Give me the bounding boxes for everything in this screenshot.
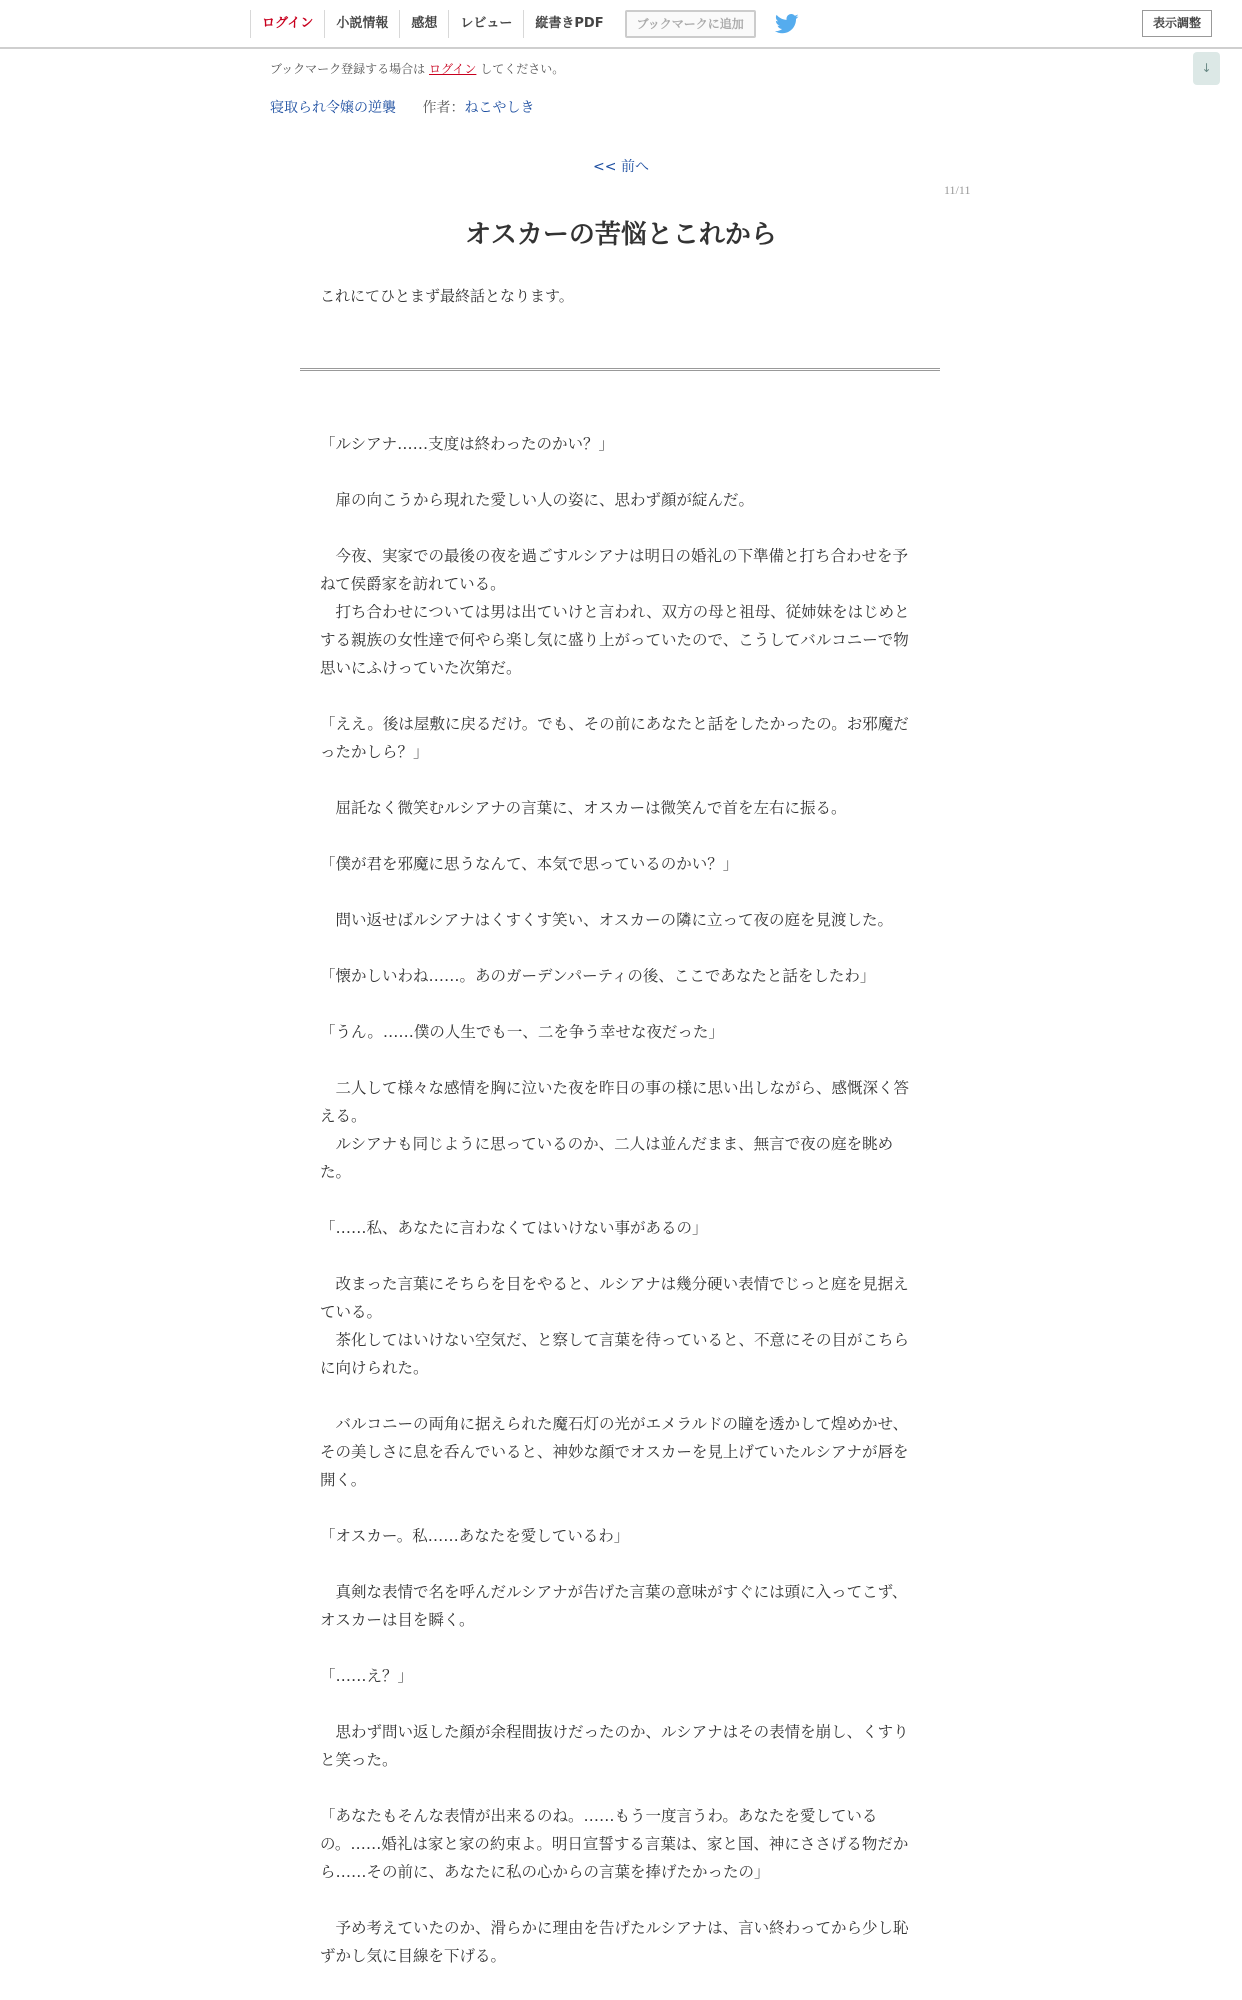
display-settings-button[interactable]: 表示調整 — [1142, 10, 1212, 37]
body-paragraph: 「オスカー。私……あなたを愛しているわ」 — [320, 1527, 630, 1545]
site-header — [0, 0, 1242, 49]
blank-line — [320, 1186, 920, 1214]
series-info — [270, 97, 534, 117]
blank-line — [320, 1634, 920, 1662]
chapter-title: オスカーの苦悩とこれから — [465, 220, 777, 250]
body-paragraph: 二人して様々な感情を胸に泣いた夜を昨日の事の様に思い出しながら、感慨深く答える。 — [320, 1079, 910, 1125]
body-paragraph: 扉の向こうから現れた愛しい人の姿に、思わず顔が綻んだ。 — [320, 491, 755, 509]
body-paragraph: 「僕が君を邪魔に思うなんて、本気で思っているのかい？」 — [320, 855, 739, 873]
body-paragraph: ルシアナも同じように思っているのか、二人は並んだまま、無言で夜の庭を眺めた。 — [320, 1135, 894, 1181]
blank-line — [320, 1550, 920, 1578]
preface-divider — [300, 368, 940, 371]
body-paragraph: 改まった言葉にそちらを目をやると、ルシアナは幾分硬い表情でじっと庭を見据えている。 — [320, 1275, 909, 1321]
nav-novel-info-link[interactable]: 小説情報 — [324, 10, 399, 38]
blank-line — [320, 766, 920, 794]
twitter-bird-icon[interactable] — [774, 13, 800, 35]
page-number: 11/11 — [944, 183, 971, 197]
prev-chapter-link[interactable]: << 前へ — [593, 159, 649, 175]
body-paragraph: 今夜、実家での最後の夜を過ごすルシアナは明日の婚礼の下準備と打ち合わせを予ねて侯爵家を訪れている。 — [320, 547, 908, 593]
notice-login-link[interactable]: ログイン — [428, 62, 477, 76]
body-paragraph: 「……私、あなたに言わなくてはいけない事があるの」 — [320, 1219, 708, 1237]
blank-line — [320, 934, 920, 962]
nav-login-link[interactable]: ログイン — [250, 10, 324, 38]
body-paragraph: 「うん。……僕の人生でも一、二を争う幸せな夜だった」 — [320, 1023, 724, 1041]
blank-line — [320, 1046, 920, 1074]
prev-chapter-container — [0, 156, 1242, 176]
blank-line — [320, 514, 920, 542]
blank-line — [320, 1774, 920, 1802]
body-paragraph: 屈託なく微笑むルシアナの言葉に、オスカーは微笑んで首を左右に振る。 — [320, 799, 847, 817]
notice-text-before: ブックマーク登録する場合は — [270, 62, 429, 76]
blank-line — [320, 1886, 920, 1914]
body-paragraph: バルコニーの両角に据えられた魔石灯の光がエメラルドの瞳を透かして煌めかせ、その美しさに息を呑んでいると、神妙な顔でオスカーを見上げていたルシアナが唇を開く。 — [320, 1415, 909, 1489]
notice-text-after: してください。 — [476, 62, 565, 76]
series-title-link[interactable]: 寝取られ令嬢の逆襲 — [270, 100, 396, 116]
body-paragraph: 予め考えていたのか、滑らかに理由を告げたルシアナは、言い終わってから少し恥ずかし気に目線を下げる。 — [320, 1919, 909, 1965]
nav-impressions-link[interactable]: 感想 — [399, 10, 448, 38]
nav-vertical-pdf-link[interactable]: 縦書きPDF — [523, 10, 614, 38]
chapter-preface: これにてひとまず最終話となります。 — [320, 287, 574, 305]
body-paragraph: 「……え？」 — [320, 1667, 414, 1685]
add-bookmark-button[interactable]: ブックマークに追加 — [625, 10, 756, 38]
body-paragraph: 「懐かしいわね……。あのガーデンパーティの後、ここであなたと話をしたわ」 — [320, 967, 876, 985]
author-name-link[interactable]: ねこやしき — [464, 100, 535, 116]
scroll-down-button[interactable]: ↓ — [1193, 52, 1220, 85]
body-paragraph: 打ち合わせについては男は出ていけと言われ、双方の母と祖母、従姉妹をはじめとする親族の女性達で何やら楽し気に盛り上がっていたので、こうしてバルコニーで物思いにふけっていた次第だ。 — [320, 603, 910, 677]
blank-line — [320, 990, 920, 1018]
body-paragraph: 茶化してはいけない空気だ、と察して言葉を待っていると、不意にその目がこちらに向けられた。 — [320, 1331, 910, 1377]
bookmark-login-notice — [270, 60, 564, 77]
blank-line — [320, 1690, 920, 1718]
blank-line — [320, 1242, 920, 1270]
blank-line — [320, 458, 920, 486]
nav-review-link[interactable]: レビュー — [448, 10, 523, 38]
body-paragraph: 問い返せばルシアナはくすくす笑い、オスカーの隣に立って夜の庭を見渡した。 — [320, 911, 893, 929]
blank-line — [320, 822, 920, 850]
blank-line — [320, 682, 920, 710]
blank-line — [320, 1382, 920, 1410]
main-nav — [250, 10, 800, 38]
body-paragraph: 思わず問い返した顔が余程間抜けだったのか、ルシアナはその表情を崩し、くすりと笑った。 — [320, 1723, 909, 1769]
body-paragraph: 「あなたもそんな表情が出来るのね。……もう一度言うわ。あなたを愛しているの。……婚礼は家と家の約束よ。明日宣誓する言葉は、家と国、神にささげる物だから……その前に、あなたに私の心からの言葉を捧げたかったの」 — [320, 1807, 909, 1881]
chapter-body — [320, 430, 920, 1970]
blank-line — [320, 1494, 920, 1522]
author-label: 作者： — [422, 100, 465, 116]
body-paragraph: 「ええ。後は屋敷に戻るだけ。でも、その前にあなたと話をしたかったの。お邪魔だったかしら？」 — [320, 715, 909, 761]
body-paragraph: 真剣な表情で名を呼んだルシアナが告げた言葉の意味がすぐには頭に入ってこず、オスカーは目を瞬く。 — [320, 1583, 908, 1629]
body-paragraph: 「ルシアナ……支度は終わったのかい？」 — [320, 435, 614, 453]
blank-line — [320, 878, 920, 906]
